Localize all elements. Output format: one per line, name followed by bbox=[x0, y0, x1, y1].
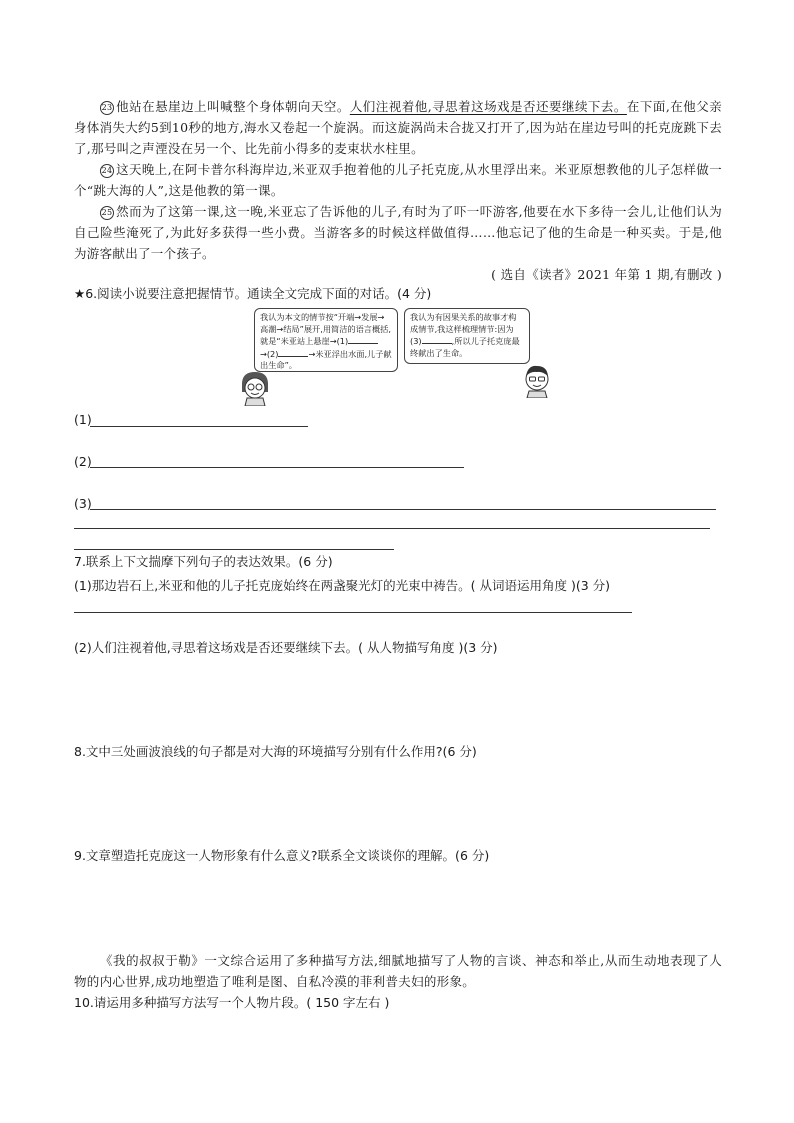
paragraph-25 bbox=[74, 201, 722, 264]
question-9-title: 9.文章塑造托克庞这一人物形象有什么意义?联系全文谈谈你的理解。(6 分) bbox=[74, 848, 490, 863]
question-8-title: 8.文中三处画波浪线的句子都是对大海的环境描写分别有什么作用?(6 分) bbox=[74, 744, 477, 759]
paragraph-text: 在下面,在他父亲身体消失大约5到10秒的地方,海水又卷起一个旋涡。而这旋涡尚未合拢又打开了,因为站在崖边号叫的托克庞跳下去了,那号叫之声湮没在另一个、比先前小得多的麦束状水柱里。 bbox=[74, 99, 723, 156]
answer-line[interactable] bbox=[74, 528, 710, 529]
question-7-sub-2: (2)人们注视着他,寻思着这场戏是否还要继续下去。( 从人物描写角度 )(3 分) bbox=[74, 640, 498, 655]
answer-label-1: (1) bbox=[74, 412, 92, 427]
paragraph-23 bbox=[74, 96, 722, 159]
question-6-title: ★6.阅读小说要注意把握情节。通读全文完成下面的对话。(4 分) bbox=[74, 286, 432, 301]
speech-bubble-right bbox=[404, 308, 530, 364]
question-7-title: 7.联系上下文揣摩下列句子的表达效果。(6 分) bbox=[74, 554, 333, 569]
bubble-blank bbox=[422, 335, 452, 344]
bubble-text: 我认为有因果关系的故事才构成情节,我这样梳理情节:因为(3) bbox=[410, 312, 517, 346]
answer-label-3: (3) bbox=[74, 496, 92, 511]
source-citation: ( 选自《读者》2021 年第 1 期,有删改 ) bbox=[491, 267, 722, 282]
bubble-text: →米亚浮出水面,儿子献出生命”。 bbox=[260, 348, 392, 370]
paragraph-text: 这天晚上,在阿卡普尔科海岸边,米亚双手抱着他的儿子托克庞,从水里浮出来。米亚原想教他的儿子怎样做一个“跳大海的人”,这是他教的第一课。 bbox=[74, 162, 722, 198]
paragraph-number: 24 bbox=[100, 164, 114, 178]
paragraph-text: 他站在悬崖边上叫喊整个身体朝向天空。 bbox=[116, 99, 350, 114]
bubble-text: 我认为本文的情节按“开端→发展→高潮→结局”展开,用简洁的语言概括,就是“米亚站上悬崖→(1) bbox=[260, 312, 391, 346]
girl-avatar-icon bbox=[238, 370, 272, 406]
bubble-text: →(2) bbox=[260, 348, 279, 359]
boy-avatar-icon bbox=[520, 362, 554, 398]
answer-line[interactable] bbox=[90, 426, 308, 427]
paragraph-number: 25 bbox=[100, 206, 114, 220]
answer-label-2: (2) bbox=[74, 454, 92, 469]
answer-line[interactable] bbox=[74, 549, 394, 550]
underlined-sentence: 人们注视着他,寻思着这场戏是否还要继续下去。 bbox=[349, 99, 627, 114]
bubble-blank bbox=[348, 335, 378, 344]
bubble-text: ,所以儿子托克庞最终献出了生命。 bbox=[410, 336, 520, 358]
question-10-title: 10.请运用多种描写方法写一个人物片段。( 150 字左右 ) bbox=[74, 995, 390, 1010]
question-7-sub-1: (1)那边岩石上,米亚和他的儿子托克庞始终在两盏聚光灯的光束中祷告。( 从词语运用角度 )(3 分) bbox=[74, 578, 611, 593]
answer-line[interactable] bbox=[90, 467, 464, 468]
answer-line[interactable] bbox=[90, 509, 716, 510]
bubble-blank bbox=[278, 348, 308, 357]
paragraph-text: 然而为了这第一课,这一晚,米亚忘了告诉他的儿子,有时为了吓一吓游客,他要在水下多待一会儿,让他们认为自己险些淹死了,为此好多获得一些小费。当游客多的时候这样做值得……他忘记了他的生命是一种买卖。于是,他为游客献出了一个孩子。 bbox=[74, 204, 722, 261]
question-10-intro: 《我的叔叔于勒》一文综合运用了多种描写方法,细腻地描写了人物的言谈、神态和举止,从而生动地表现了人物的内心世界,成功地塑造了唯利是图、自私冷漠的菲利普夫妇的形象。 bbox=[74, 953, 722, 989]
paragraph-number: 23 bbox=[100, 101, 114, 115]
paragraph-24 bbox=[74, 159, 722, 201]
answer-line[interactable] bbox=[74, 612, 632, 613]
speech-bubble-left bbox=[254, 308, 398, 372]
